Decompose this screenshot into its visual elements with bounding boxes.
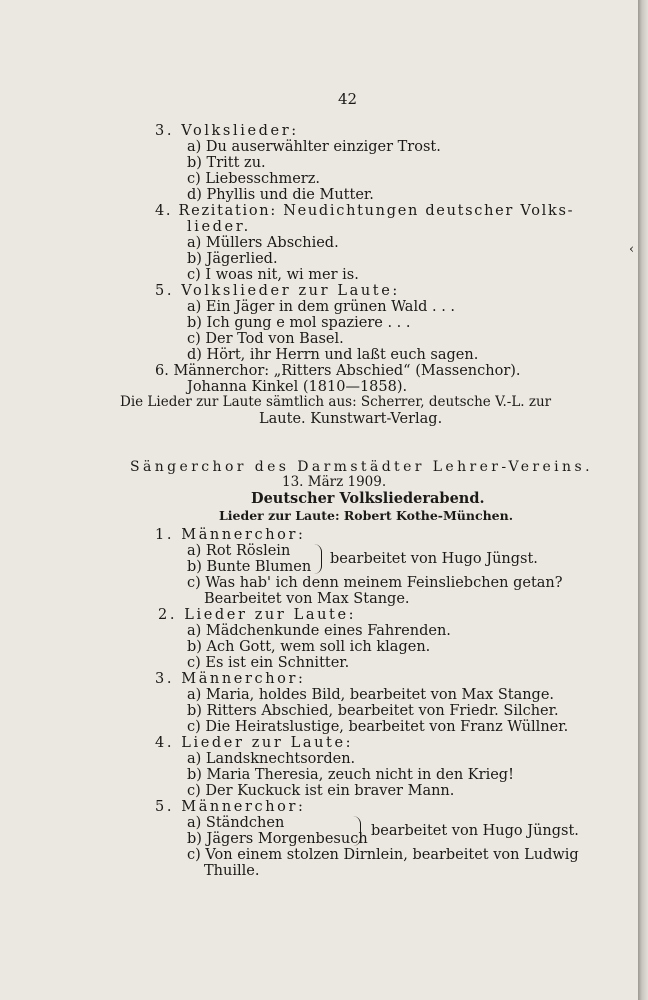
program1-note: Die Lieder zur Laute sämtlich aus: Scherrer, deutsche V.-L. zur xyxy=(120,394,552,410)
program2-item-4: 4. Lieder zur Laute: xyxy=(155,735,354,751)
program2-item-3: 3. Männerchor: xyxy=(155,671,306,687)
program2-line: b) Ach Gott, wem soll ich klagen. xyxy=(187,639,431,655)
program2-date: 13. März 1909. xyxy=(282,474,387,490)
program2-item-5: 5. Männerchor: xyxy=(155,799,306,815)
program2-line: Bearbeitet von Max Stange. xyxy=(204,591,410,607)
program1-line: Johanna Kinkel (1810—1858). xyxy=(187,379,408,395)
program2-line: bearbeitet von Hugo Jüngst. xyxy=(371,823,579,839)
program1-note: Laute. Kunstwart-Verlag. xyxy=(259,411,443,427)
program2-line: a) Maria, holdes Bild, bearbeitet von Max Stange. xyxy=(187,687,555,703)
program2-title: Deutscher Volksliederabend. xyxy=(251,490,485,507)
program2-line: b) Ritters Abschied, bearbeitet von Friedr. Silcher. xyxy=(187,703,559,719)
program1-line: c) I woas nit, wi mer is. xyxy=(187,267,359,283)
program2-line: c) Die Heiratslustige, bearbeitet von Franz Wüllner. xyxy=(187,719,569,735)
program2-heading: Sängerchor des Darmstädter Lehrer-Vereins. xyxy=(130,459,593,475)
program2-line: c) Von einem stolzen Dirnlein, bearbeitet von Ludwig xyxy=(187,847,579,863)
program1-item-3: 3. Volkslieder: xyxy=(155,123,299,139)
program2-line: a) Mädchenkunde eines Fahrenden. xyxy=(187,623,451,639)
program1-item-4: 4. Rezitation: Neudichtungen deutscher Volks- xyxy=(155,203,575,219)
program1-line: d) Phyllis und die Mutter. xyxy=(187,187,374,203)
program1-line: c) Liebesschmerz. xyxy=(187,171,320,187)
program2-line: bearbeitet von Hugo Jüngst. xyxy=(330,551,538,567)
margin-mark: ‹ xyxy=(629,242,635,257)
program1-line: c) Der Tod von Basel. xyxy=(187,331,344,347)
program2-line: c) Der Kuckuck ist ein braver Mann. xyxy=(187,783,455,799)
program2-line: a) Ständchen xyxy=(187,815,285,831)
program2-line: b) Jägers Morgenbesuch xyxy=(187,831,368,847)
program1-line: b) Jägerlied. xyxy=(187,251,278,267)
program2-line: c) Es ist ein Schnitter. xyxy=(187,655,350,671)
program1-line: a) Ein Jäger in dem grünen Wald . . . xyxy=(187,299,456,315)
brace xyxy=(313,544,322,574)
program2-line: b) Maria Theresia, zeuch nicht in den Krieg! xyxy=(187,767,514,783)
program1-line: a) Du auserwählter einziger Trost. xyxy=(187,139,441,155)
program2-line: c) Was hab' ich denn meinem Feinsliebchen getan? xyxy=(187,575,563,591)
program2-item-2: 2. Lieder zur Laute: xyxy=(158,607,357,623)
program2-item-1: 1. Männerchor: xyxy=(155,527,306,543)
page-number: 42 xyxy=(338,90,358,108)
page-edge xyxy=(638,0,648,1000)
program1-line: b) Ich gung e mol spaziere . . . xyxy=(187,315,411,331)
program1-item-6: 6. Männerchor: „Ritters Abschied“ (Massenchor). xyxy=(155,363,521,379)
program2-line: a) Rot Röslein xyxy=(187,543,291,559)
program1-line: a) Müllers Abschied. xyxy=(187,235,339,251)
program1-line: lieder. xyxy=(187,219,251,235)
brace xyxy=(352,816,361,846)
program2-line: a) Landsknechtsorden. xyxy=(187,751,356,767)
program2-line: Thuille. xyxy=(204,863,260,879)
program2-line: b) Bunte Blumen xyxy=(187,559,312,575)
program1-line: d) Hört, ihr Herrn und laßt euch sagen. xyxy=(187,347,479,363)
program1-item-5: 5. Volkslieder zur Laute: xyxy=(155,283,400,299)
program2-subtitle: Lieder zur Laute: Robert Kothe-München. xyxy=(219,508,514,523)
program1-line: b) Tritt zu. xyxy=(187,155,266,171)
